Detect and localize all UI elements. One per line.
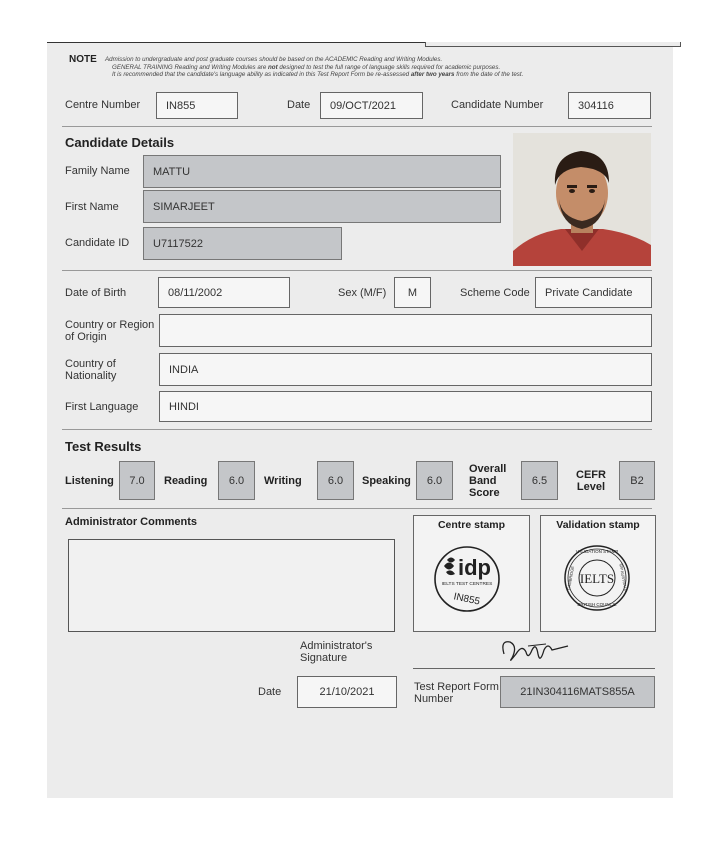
signature-label-line-1: Administrator's bbox=[300, 640, 373, 652]
trf-number-label bbox=[414, 681, 499, 705]
note-line-3-b: after two years bbox=[410, 71, 455, 78]
overall-label bbox=[469, 463, 506, 499]
trf-label-line-1: Test Report Form bbox=[414, 681, 499, 693]
first-language-field: HINDI bbox=[159, 391, 652, 422]
writing-label: Writing bbox=[264, 475, 302, 487]
note-text bbox=[105, 56, 665, 79]
divider bbox=[62, 429, 652, 430]
overall-score: 6.5 bbox=[521, 461, 558, 500]
validation-ring-bottom: BRITISH COUNCIL bbox=[577, 602, 617, 607]
admin-date-label: Date bbox=[258, 686, 282, 698]
trf-number-field: 21IN304116MATS855A bbox=[500, 676, 655, 708]
idp-logo-text: idp bbox=[458, 555, 491, 580]
signature-line bbox=[413, 668, 655, 669]
overall-label-line-1: Overall bbox=[469, 463, 507, 475]
sex-label: Sex (M/F) bbox=[338, 287, 387, 299]
candidate-photo-image bbox=[513, 133, 651, 266]
divider bbox=[62, 508, 652, 509]
trf-label-line-2: Number bbox=[414, 693, 454, 705]
note-line-2-c: designed to test the full range of language skills required for academic purposes. bbox=[277, 63, 501, 71]
note-line-3 bbox=[105, 71, 665, 79]
note-line-2-a: GENERAL TRAINING Reading and Writing Modules are bbox=[112, 63, 269, 71]
reading-label: Reading bbox=[164, 475, 208, 487]
admin-comments-label: Administrator Comments bbox=[65, 516, 198, 528]
note-line-1 bbox=[105, 56, 665, 64]
cefr-label-line-2: Level bbox=[576, 481, 606, 493]
sex-field: M bbox=[394, 277, 431, 308]
idp-stamp-icon bbox=[414, 536, 529, 631]
nationality-label-line-2: Nationality bbox=[65, 370, 117, 382]
note-label: NOTE bbox=[69, 54, 97, 65]
signature-label-line-2: Signature bbox=[300, 652, 348, 664]
date-label: Date bbox=[287, 99, 311, 111]
speaking-label: Speaking bbox=[362, 475, 411, 487]
centre-stamp-box bbox=[413, 515, 530, 632]
signature-scribble bbox=[498, 632, 578, 668]
cefr-level: B2 bbox=[619, 461, 655, 500]
region-field bbox=[159, 314, 652, 347]
note-line-2-b: not bbox=[268, 63, 278, 71]
reading-score: 6.0 bbox=[218, 461, 255, 500]
region-label bbox=[65, 319, 154, 343]
dob-label: Date of Birth bbox=[65, 287, 127, 299]
writing-score: 6.0 bbox=[317, 461, 354, 500]
first-language-label: First Language bbox=[65, 401, 139, 413]
cefr-label bbox=[576, 469, 606, 493]
nationality-label bbox=[65, 358, 116, 382]
overall-label-line-3: Score bbox=[469, 487, 500, 499]
note-line-1-text: Admission to undergraduate and post graduate courses should be based on the ACADEMIC Reading and Writing Modules. bbox=[105, 56, 443, 63]
candidate-number-label: Candidate Number bbox=[451, 99, 544, 111]
listening-label: Listening bbox=[65, 475, 114, 487]
divider bbox=[62, 270, 652, 271]
first-name-field: SIMARJEET bbox=[143, 190, 501, 223]
family-name-field: MATTU bbox=[143, 155, 501, 188]
test-date-field: 09/OCT/2021 bbox=[320, 92, 423, 119]
divider bbox=[62, 126, 652, 127]
administrator-signature bbox=[498, 632, 578, 668]
admin-signature-label bbox=[300, 640, 372, 664]
centre-stamp-label: Centre stamp bbox=[437, 519, 506, 531]
listening-score: 7.0 bbox=[119, 461, 155, 500]
test-results-title: Test Results bbox=[65, 439, 142, 454]
note-line-3-a: It is recommended that the candidate's language ability as indicated in this Test Report Form be re-assessed bbox=[112, 71, 411, 78]
idp-centre-code: IN855 bbox=[452, 591, 481, 608]
first-name-label: First Name bbox=[65, 201, 119, 213]
validation-ring-top: VALIDATION STAMP bbox=[575, 549, 619, 554]
ielts-seal-text: IELTS bbox=[579, 571, 615, 586]
cefr-label-line-1: CEFR bbox=[576, 469, 606, 481]
top-field-edge bbox=[425, 42, 681, 47]
overall-label-line-2: Band bbox=[469, 475, 497, 487]
validation-stamp-label: Validation stamp bbox=[556, 519, 640, 531]
admin-date-field: 21/10/2021 bbox=[297, 676, 397, 708]
candidate-id-label: Candidate ID bbox=[65, 237, 130, 249]
candidate-number-field: 304116 bbox=[568, 92, 651, 119]
dob-field: 08/11/2002 bbox=[158, 277, 290, 308]
scheme-code-label: Scheme Code bbox=[460, 287, 530, 299]
note-line-3-c: from the date of the test. bbox=[454, 71, 524, 78]
admin-comments-box bbox=[68, 539, 395, 632]
centre-number-label: Centre Number bbox=[65, 99, 141, 111]
region-label-line-1: Country or Region bbox=[65, 319, 155, 331]
region-label-line-2: of Origin bbox=[65, 331, 107, 343]
candidate-photo bbox=[513, 133, 651, 266]
speaking-score: 6.0 bbox=[416, 461, 453, 500]
idp-subtext: IELTS TEST CENTRES bbox=[441, 582, 493, 587]
note-line-2 bbox=[105, 64, 665, 72]
candidate-id-field: U7117522 bbox=[143, 227, 342, 260]
ielts-validation-seal-icon bbox=[541, 536, 655, 631]
candidate-details-title: Candidate Details bbox=[65, 135, 175, 150]
validation-ring-left: CAMBRIDGE bbox=[565, 565, 576, 591]
nationality-label-line-1: Country of bbox=[65, 358, 116, 370]
centre-number-field: IN855 bbox=[156, 92, 238, 119]
family-name-label: Family Name bbox=[65, 165, 130, 177]
nationality-field: INDIA bbox=[159, 353, 652, 386]
validation-ring-right: IDP AUSTRALIA bbox=[618, 563, 629, 594]
scheme-code-field: Private Candidate bbox=[535, 277, 652, 308]
validation-stamp-box bbox=[540, 515, 656, 632]
